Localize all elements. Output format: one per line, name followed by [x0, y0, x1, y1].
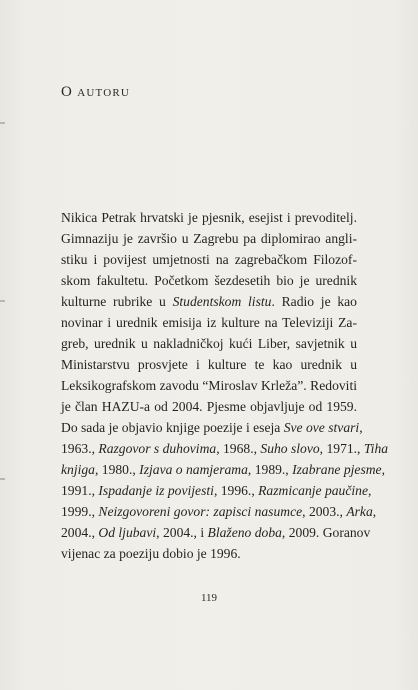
heading-rest: AUTORU: [77, 87, 131, 99]
italic-title: Arka: [346, 504, 373, 519]
author-bio-text: [61, 207, 389, 564]
text-segment: novinar i urednik emisija iz kulture na Televiziji Za-: [61, 315, 357, 330]
text-line: [61, 291, 357, 312]
text-segment: vijenac za poeziju dobio je 1996.: [61, 546, 241, 561]
text-segment: , 2004., i: [156, 525, 208, 540]
italic-title: Razgovor s duhovima: [98, 441, 217, 456]
text-segment: 1999.,: [61, 504, 99, 519]
italic-title: Tiha: [363, 441, 389, 456]
italic-title: Neizgovoreni govor: zapisci nasumce: [98, 504, 303, 519]
text-segment: , 2009. Goranov: [281, 525, 371, 540]
italic-title: Blaženo doba: [207, 525, 282, 540]
text-segment: , 1996.,: [213, 483, 259, 498]
italic-title: Ispadanje iz povijesti: [98, 483, 214, 498]
text-segment: , 1989.,: [247, 462, 293, 477]
text-line: [61, 396, 357, 417]
text-segment: ,: [372, 504, 377, 519]
italic-title: Razmicanje paučine: [258, 483, 368, 498]
text-segment: Ministarstvu prosvjete i kulture te kao urednik u: [61, 357, 357, 372]
text-line: [61, 417, 363, 438]
text-line: [61, 543, 357, 564]
italic-title: knjiga: [61, 462, 95, 477]
text-segment: kulturne rubrike u: [61, 294, 173, 309]
italic-title: Studentskom listu: [172, 294, 272, 309]
text-line: [61, 501, 377, 522]
text-segment: , 1971.,: [319, 441, 364, 456]
text-segment: Gimnaziju je završio u Zagrebu pa diplomirao angli-: [61, 231, 357, 246]
italic-title: Od ljubavi: [98, 525, 157, 540]
text-line: [61, 270, 357, 291]
text-segment: 2004.,: [61, 525, 99, 540]
text-line: [61, 312, 357, 333]
page-edge-mark: [0, 122, 5, 124]
text-segment: Leksikografskom zavodu “Miroslav Krleža”. Redoviti: [61, 378, 357, 393]
text-segment: ,: [359, 420, 363, 435]
text-line: [61, 333, 357, 354]
italic-title: Izabrane pjesme: [292, 462, 382, 477]
text-segment: skom fakultetu. Početkom šezdesetih bio je urednik: [61, 273, 357, 288]
text-segment: ,: [381, 462, 385, 477]
text-segment: ,: [367, 483, 372, 498]
text-line: [61, 480, 372, 501]
text-segment: , 1968.,: [216, 441, 261, 456]
text-segment: greb, urednik u nakladničkoj kući Liber, savjetnik u: [61, 336, 357, 351]
text-line: [61, 375, 357, 396]
text-segment: 1963.,: [61, 441, 99, 456]
section-heading: [61, 84, 130, 101]
italic-title: Sve ove stvari: [283, 420, 360, 435]
italic-title: Suho slovo: [260, 441, 320, 456]
text-segment: , 2003.,: [302, 504, 347, 519]
text-segment: 1991.,: [61, 483, 99, 498]
text-line: [61, 522, 371, 543]
text-segment: je član HAZU-a od 2004. Pjesme objavljuje od 1959.: [61, 399, 357, 414]
page-number: 119: [200, 592, 218, 604]
text-segment: stiku i povijest umjetnosti na zagrebačkom Filozof-: [61, 252, 357, 267]
text-line: [61, 207, 357, 228]
text-line: [61, 228, 357, 249]
text-segment: . Radio je kao: [271, 294, 357, 309]
text-line: [61, 354, 357, 375]
text-line: [61, 438, 389, 459]
text-line: [61, 459, 385, 480]
text-segment: Nikica Petrak hrvatski je pjesnik, esejist i prevoditelj.: [61, 210, 357, 225]
italic-title: Izjava o namjerama: [139, 462, 248, 477]
text-line: [61, 249, 357, 270]
page-edge-mark: [0, 478, 5, 480]
text-segment: Do sada je objavio knjige poezije i eseja: [61, 420, 284, 435]
page-edge-mark: [0, 300, 5, 302]
heading-initial: O: [61, 84, 73, 100]
text-segment: , 1980.,: [94, 462, 140, 477]
